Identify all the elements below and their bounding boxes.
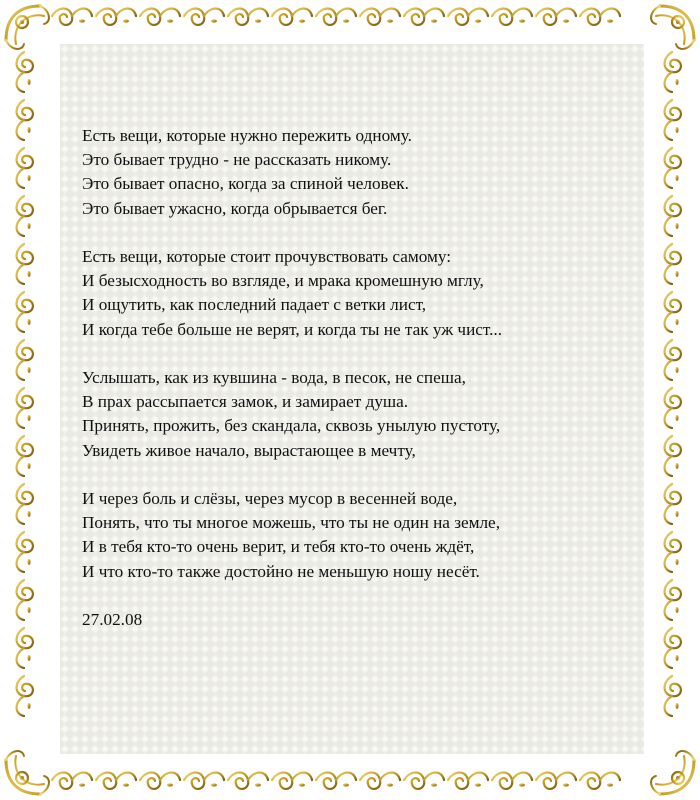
poem-line: Есть вещи, которые нужно пережить одному. bbox=[82, 126, 412, 145]
poem-line: И когда тебе больше не верят, и когда ты не так уж чист... bbox=[82, 319, 503, 339]
poem-line: Есть вещи, которые стоит прочувствовать самому: bbox=[82, 247, 452, 266]
poem-line: И через боль и слёзы, через мусор в весенней воде, bbox=[82, 489, 458, 508]
poem-line: И безысходность во взгляде, и мрака кромешную мглу, bbox=[82, 271, 484, 291]
poem-line: Понять, что ты многое можешь, что ты не один на земле, bbox=[82, 513, 500, 533]
poem-line: И ощутить, как последний падает с ветки лист, bbox=[82, 295, 427, 315]
poem-line: Это бывает трудно - не рассказать никому. bbox=[82, 150, 392, 170]
stanza-2 bbox=[82, 245, 682, 342]
poem-line: И в тебя кто-то очень верит, и тебя кто-то очень ждёт, bbox=[82, 537, 475, 557]
poem-date: 27.02.08 bbox=[82, 610, 143, 629]
stanza-3 bbox=[82, 366, 682, 463]
stanza-4 bbox=[82, 487, 682, 584]
poem-line: Это бывает опасно, когда за спиной человек. bbox=[82, 174, 409, 194]
stanza-1 bbox=[82, 124, 682, 221]
poem-line: В прах рассыпается замок, и замирает душа. bbox=[82, 392, 409, 412]
poem-line: Услышать, как из кувшина - вода, в песок, не спеша, bbox=[82, 368, 466, 387]
poem-line: И что кто-то также достойно не меньшую ношу несёт. bbox=[82, 561, 480, 581]
poem-text bbox=[82, 124, 682, 632]
poem-line: Увидеть живое начало, вырастающее в мечту, bbox=[82, 440, 416, 460]
poem-line: Принять, прожить, без скандала, сквозь унылую пустоту, bbox=[82, 416, 501, 436]
poem-line: Это бывает ужасно, когда обрывается бег. bbox=[82, 198, 388, 218]
